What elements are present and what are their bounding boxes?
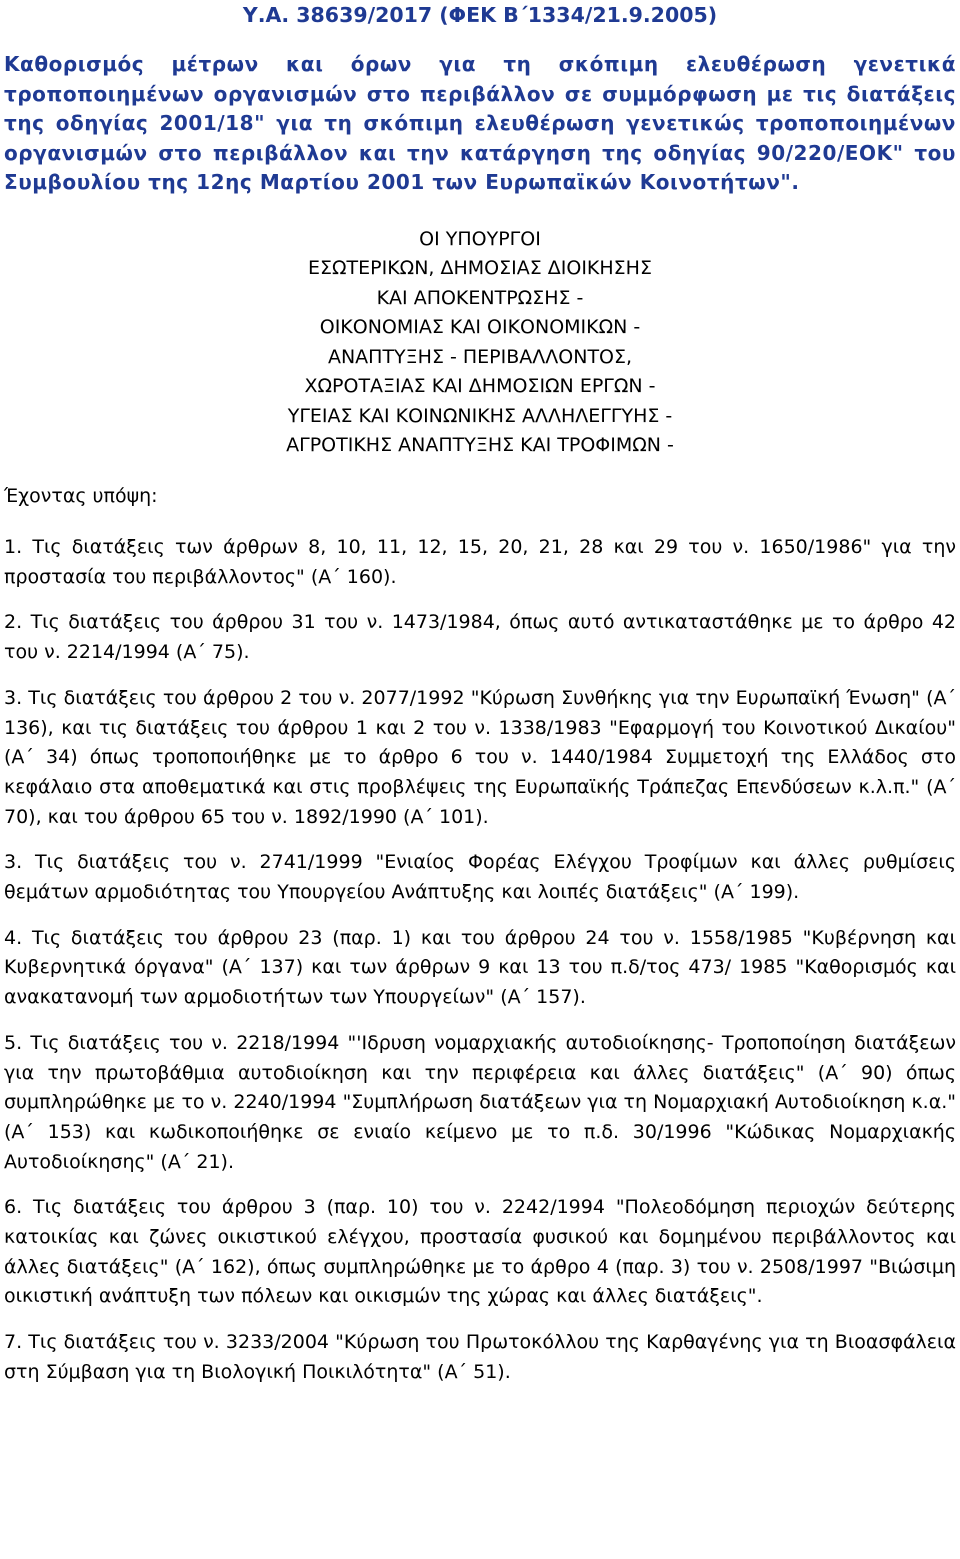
ministers-line: ΟΙ ΥΠΟΥΡΓΟΙ [419, 227, 541, 250]
ministers-line: ΟΙΚΟΝΟΜΙΑΣ ΚΑΙ ΟΙΚΟΝΟΜΙΚΩΝ - [319, 316, 641, 338]
paragraph-1: 1. Τις διατάξεις των άρθρων 8, 10, 11, 12, 15, 20, 21, 28 και 29 του ν. 1650/1986" για την προστασία του περιβάλλοντος" (Α΄ 160). [4, 536, 956, 588]
ministers-line: ΕΣΩΤΕΡΙΚΩΝ, ΔΗΜΟΣΙΑΣ ΔΙΟΙΚΗΣΗΣ [308, 257, 652, 279]
ministers-line: ΑΓΡΟΤΙΚΗΣ ΑΝΑΠΤΥΞΗΣ ΚΑΙ ΤΡΟΦΙΜΩΝ - [286, 434, 674, 456]
ministers-line: ΚΑΙ ΑΠΟΚΕΝΤΡΩΣΗΣ - [376, 286, 584, 309]
paragraph-2: 2. Τις διατάξεις του άρθρου 31 του ν. 1473/1984, όπως αυτό αντικαταστάθηκε με το άρθρο 42 του ν. 2214/1994 (Α΄ 75). [4, 611, 956, 664]
document-page [4, 0, 956, 1388]
document-title: Υ.Α. 38639/2017 (ΦΕΚ Β΄1334/21.9.2005) [242, 3, 718, 27]
paragraph-4: 4. Τις διατάξεις του άρθρου 23 (παρ. 1) και του άρθρου 24 του ν. 1558/1985 "Κυβέρνηση και Κυβερνητικά όργανα" (Α΄ 137) και των άρθρων 9 και 13 του π.δ/τος 473/ 1985 "Καθορισμός και ανακατανομή των αρμοδιοτήτων των Υπουργείων" (Α΄ 157). [4, 926, 956, 1009]
ministers-line: ΑΝΑΠΤΥΞΗΣ - ΠΕΡΙΒΑΛΛΟΝΤΟΣ, [327, 345, 633, 368]
paragraph-7: 7. Τις διατάξεις του ν. 3233/2004 "Κύρωση του Πρωτοκόλλου της Καρθαγένης για τη Βιοασφάλεια στη Σύμβαση για τη Βιολογική Ποικιλότητα" (Α΄ 51). [4, 1331, 956, 1383]
paragraph-5: 5. Τις διατάξεις του ν. 2218/1994 "'Ιδρυση νομαρχιακής αυτοδιοίκησης- Τροποποίηση διατάξεων για την πρωτοβάθμια αυτοδιοίκηση και την περιφέρεια και άλλες διατάξεις" (Α΄ 90) όπως συμπληρώθηκε με το ν. 2240/1994 "Συμπλήρωση διατάξεων για τη Νομαρχιακή Αυτοδιοίκηση κ.α." (Α΄ 153) και κωδικοποιήθηκε σε ενιαίο κείμενο με το π.δ. 30/1996 "Κώδικας Νομαρχιακής Αυτοδιοίκησης" (Α΄ 21). [4, 1031, 956, 1173]
considering-label: Έχοντας υπόψη: [4, 484, 158, 507]
ministers-line: ΧΩΡΟΤΑΞΙΑΣ ΚΑΙ ΔΗΜΟΣΙΩΝ ΕΡΓΩΝ - [304, 375, 656, 397]
paragraph-3a: 3. Τις διατάξεις του άρθρου 2 του ν. 2077/1992 "Κύρωση Συνθήκης για την Ευρωπαϊκή Ένωση" (Α΄ 136), και τις διατάξεις του άρθρου 1 και 2 του ν. 1338/1983 "Εφαρμογή του Κοινοτικού Δικαίου" (Α΄ 34) όπως τροποποιήθηκε με το άρθρο 6 του ν. 1440/1984 Συμμετοχή της Ελλάδος στο κεφάλαιο στα αποθεματικά και στις προβλέψεις της Ευρωπαϊκής Τράπεζας Επενδύσεων κ.λ.π." (Α΄ 70), και του άρθρου 65 του ν. 1892/1990 (Α΄ 101). [4, 686, 956, 828]
paragraph-3b: 3. Τις διατάξεις του ν. 2741/1999 "Ενιαίος Φορέας Ελέγχου Τροφίμων και άλλες ρυθμίσεις θεμάτων αρμοδιότητας του Υπουργείου Ανάπτυξης και λοιπές διατάξεις" (Α΄ 199). [4, 851, 956, 904]
ministers-line: ΥΓΕΙΑΣ ΚΑΙ ΚΟΙΝΩΝΙΚΗΣ ΑΛΛΗΛΕΓΓΥΗΣ - [287, 404, 673, 427]
paragraph-6: 6. Τις διατάξεις του άρθρου 3 (παρ. 10) του ν. 2242/1994 "Πολεοδόμηση περιοχών δεύτερης κατοικίας και ζώνες οικιστικού ελέγχου, προστασία φυσικού και δομημένου περιβάλλοντος και άλλες διατάξεις" (Α΄ 162), όπως συμπληρώθηκε με το άρθρο 4 (παρ. 3) του ν. 2508/1997 "Βιώσιμη οικιστική ανάπτυξη των πόλεων και οικισμών της χώρας και άλλες διατάξεις". [4, 1196, 956, 1308]
document-subject: Καθορισμός μέτρων και όρων για τη σκόπιμη ελευθέρωση γενετικά τροποποιημένων οργανισμών στο περιβάλλον σε συμμόρφωση με τις διατάξεις της οδηγίας 2001/18" για τη σκόπιμη ελευθέρωση γενετικώς τροποποιημένων οργανισμών στο περιβάλλον και την κατάργηση της οδηγίας 90/220/ΕΟΚ" του Συμβουλίου της 12ης Μαρτίου 2001 των Ευρωπαϊκών Κοινοτήτων". [4, 52, 956, 194]
ministers-block [4, 225, 956, 461]
